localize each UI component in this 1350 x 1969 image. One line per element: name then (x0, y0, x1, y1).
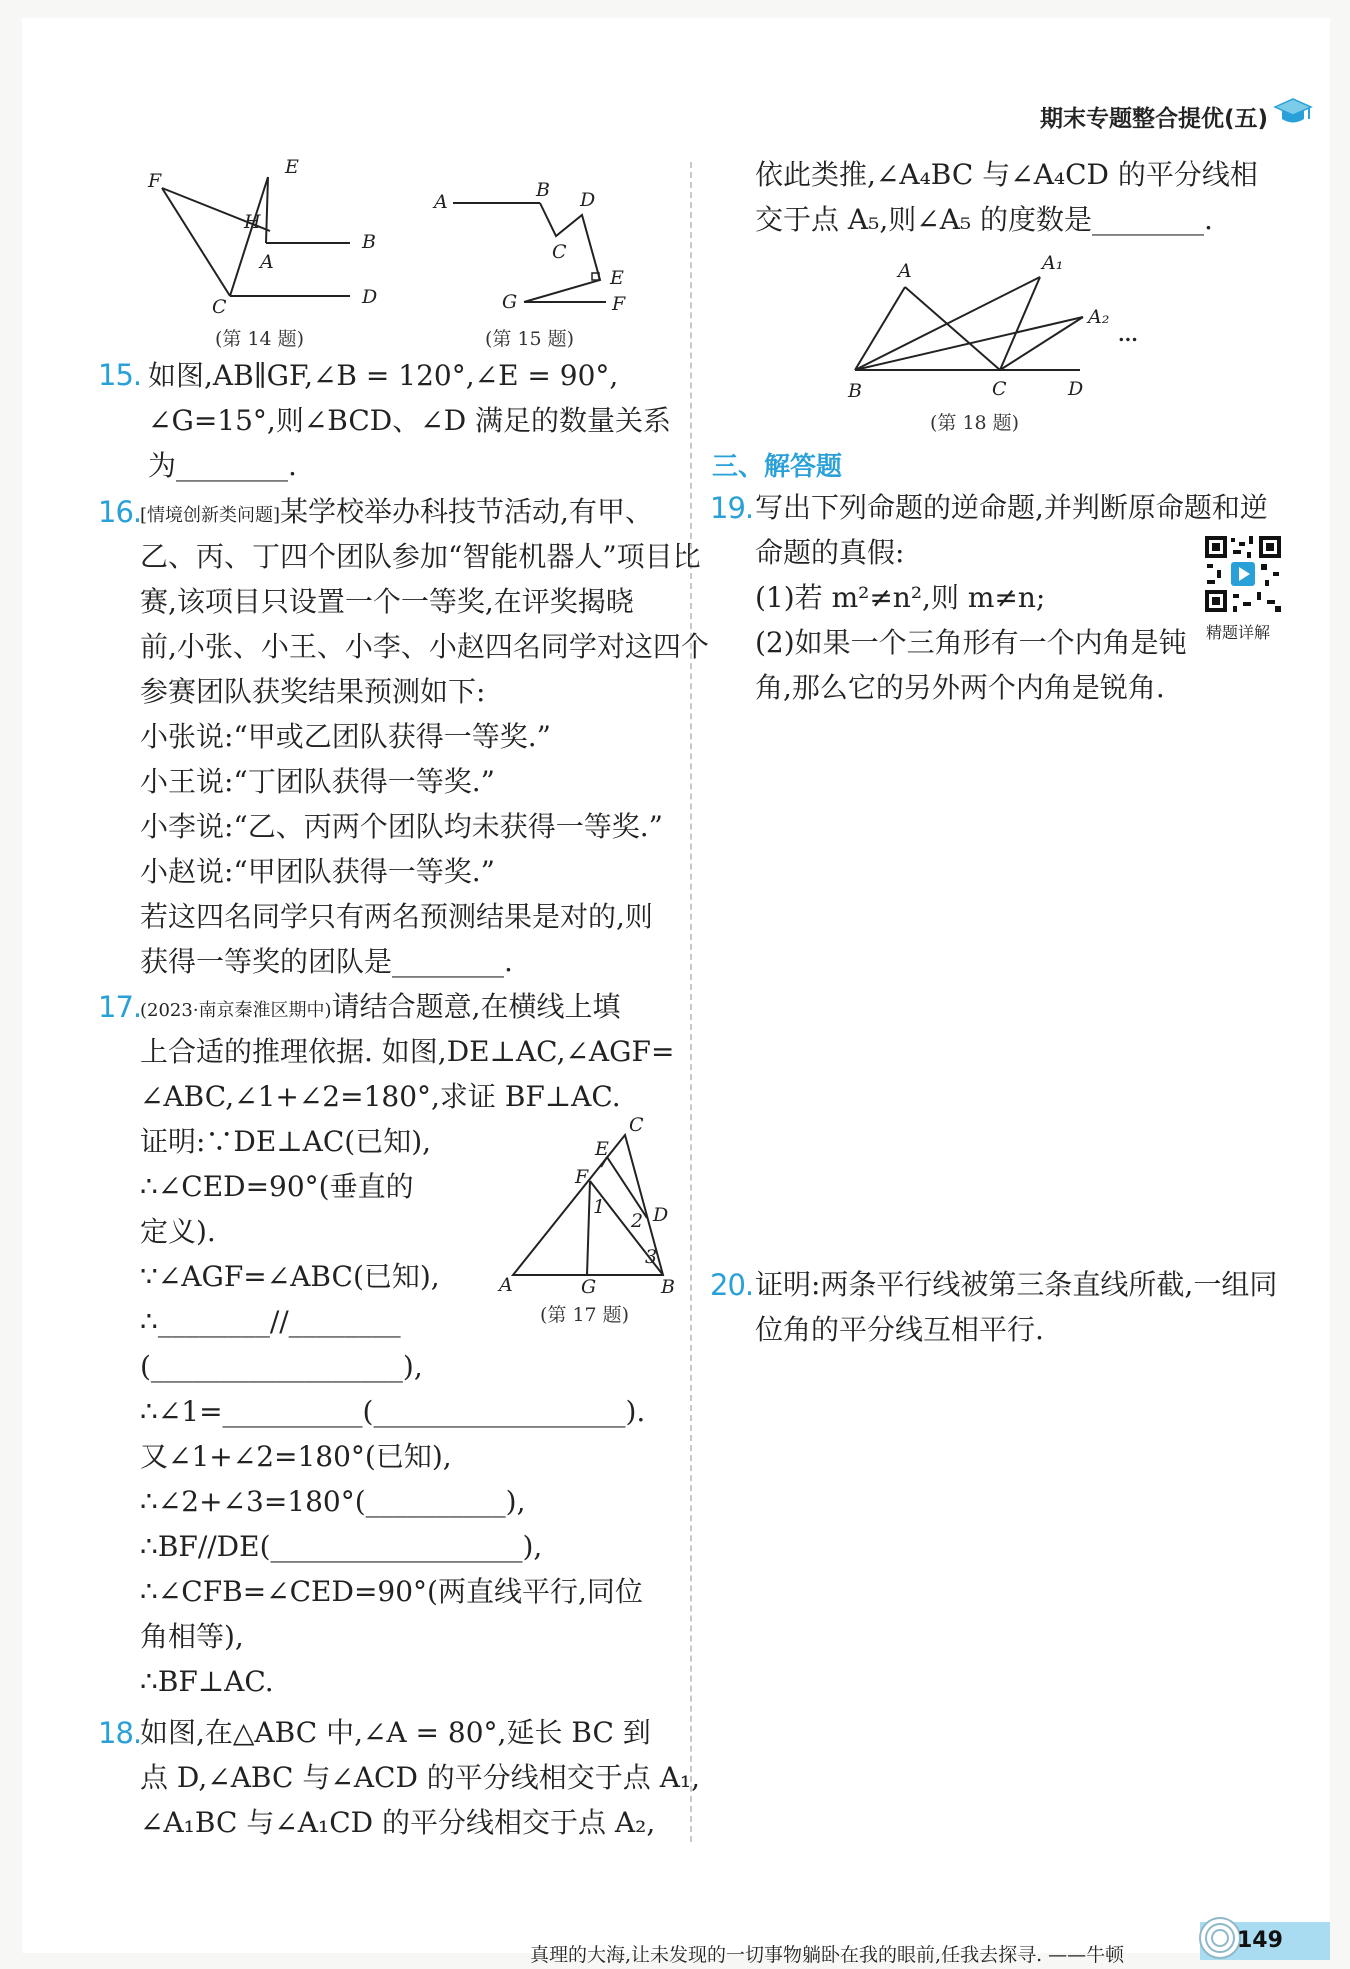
label-A: A (260, 251, 274, 273)
label-C: C (992, 378, 1007, 400)
label-E: E (595, 1138, 609, 1160)
question-19-line-1: 写出下列命题的逆命题,并判断原命题和逆 (755, 491, 1268, 524)
figure-15-caption: (第 15 题) (485, 328, 575, 350)
chapter-header: 期末专题整合提优(五) (1039, 106, 1268, 132)
proof-line-11: ∴∠CFB=∠CED=90°(两直线平行,同位 (140, 1575, 643, 1608)
proof-line-13: ∴BF⊥AC. (140, 1665, 274, 1698)
question-16-line-6: 小张说:“甲或乙团队获得一等奖.” (140, 720, 551, 753)
section-title: 三、解答题 (712, 452, 843, 482)
question-16-line-3: 赛,该项目只设置一个一等奖,在评奖揭晓 (140, 585, 634, 618)
qr-code-label: 精题详解 (1206, 623, 1271, 642)
question-16-line-8: 小李说:“乙、丙两个团队均未获得一等奖.” (140, 810, 663, 843)
label-A: A (499, 1274, 513, 1296)
proof-line-2: ∴∠CED=90°(垂直的 (140, 1170, 414, 1203)
question-18-number: 18. (98, 1716, 142, 1750)
question-17-line-3: ∠ABC,∠1+∠2=180°,求证 BF⊥AC. (140, 1080, 621, 1113)
question-tag: [情境创新类问题] (140, 505, 281, 526)
label-B: B (848, 380, 862, 402)
question-15-line-3: 为________. (148, 449, 297, 482)
question-16-line-7: 小王说:“丁团队获得一等奖.” (140, 765, 495, 798)
label-B: B (362, 231, 376, 253)
proof-line-6: (__________________), (140, 1350, 423, 1383)
proof-line-8: 又∠1+∠2=180°(已知), (140, 1440, 452, 1473)
page-number: 149 (1237, 1928, 1283, 1953)
label-F: F (612, 293, 626, 315)
label-D: D (1068, 378, 1084, 400)
question-16-line-5: 参赛团队获奖结果预测如下: (140, 675, 486, 708)
figure-17-caption: (第 17 题) (540, 1304, 630, 1326)
label-A: A (898, 260, 912, 282)
label-C: C (552, 241, 567, 263)
label-D: D (362, 286, 378, 308)
question-16-first-line (140, 489, 653, 539)
question-16-line-1: 某学校举办科技节活动,有甲、 (280, 495, 653, 528)
figure-17 (495, 1115, 685, 1300)
label-3: 3 (645, 1246, 658, 1268)
question-18-line-3: ∠A₁BC 与∠A₁CD 的平分线相交于点 A₂, (140, 1806, 656, 1839)
question-17-line-1: 请结合题意,在横线上填 (331, 990, 621, 1023)
question-20-number: 20. (710, 1268, 754, 1302)
label-E: E (285, 156, 299, 178)
question-19-line-2: 命题的真假: (755, 536, 905, 569)
question-18-cont-line-1: 依此类推,∠A₄BC 与∠A₄CD 的平分线相 (755, 158, 1258, 191)
question-16-line-4: 前,小张、小王、小李、小赵四名同学对这四个 (140, 630, 709, 663)
proof-line-7: ∴∠1=__________(__________________). (140, 1395, 646, 1428)
question-16-line-10: 若这四名同学只有两名预测结果是对的,则 (140, 900, 653, 933)
question-19-number: 19. (710, 491, 754, 525)
label-F: F (575, 1166, 589, 1188)
question-19-line-5: 角,那么它的另外两个内角是锐角. (755, 671, 1165, 704)
question-16-line-11: 获得一等奖的团队是________. (140, 945, 513, 978)
column-divider (690, 162, 692, 1842)
proof-line-1: 证明:∵DE⊥AC(已知), (140, 1125, 432, 1158)
proof-line-3: 定义). (140, 1215, 216, 1248)
figure-15 (430, 180, 650, 325)
label-2: 2 (631, 1210, 644, 1232)
figure-14-caption: (第 14 题) (215, 328, 305, 350)
label-G: G (502, 291, 518, 313)
label-F: F (148, 170, 162, 192)
label-H: H (244, 211, 261, 233)
question-16-line-2: 乙、丙、丁四个团队参加“智能机器人”项目比 (140, 540, 701, 573)
question-15-line-1: 如图,AB∥GF,∠B = 120°,∠E = 90°, (148, 359, 619, 392)
label-D: D (653, 1204, 669, 1226)
label-B: B (661, 1276, 675, 1298)
question-20-line-1: 证明:两条平行线被第三条直线所截,一组同 (755, 1268, 1278, 1301)
continuation-dots: ... (1118, 324, 1138, 346)
figure-18-caption: (第 18 题) (930, 412, 1020, 434)
question-19-line-3: (1)若 m²≠n²,则 m≠n; (755, 581, 1046, 614)
question-18-cont-line-2: 交于点 A₅,则∠A₅ 的度数是________. (755, 203, 1213, 236)
question-16-line-9: 小赵说:“甲团队获得一等奖.” (140, 855, 495, 888)
question-18-line-2: 点 D,∠ABC 与∠ACD 的平分线相交于点 A₁, (140, 1761, 701, 1794)
proof-line-10: ∴BF//DE(__________________), (140, 1530, 543, 1563)
question-15-number: 15. (98, 358, 142, 392)
proof-line-12: 角相等), (140, 1620, 244, 1653)
question-17-line-2: 上合适的推理依据. 如图,DE⊥AC,∠AGF= (140, 1035, 675, 1068)
label-C: C (212, 296, 227, 318)
question-17-first-line (140, 984, 620, 1034)
question-20-line-2: 位角的平分线互相平行. (755, 1313, 1044, 1346)
proof-line-9: ∴∠2+∠3=180°(__________), (140, 1485, 526, 1518)
label-G: G (581, 1276, 597, 1298)
question-17-number: 17. (98, 990, 142, 1024)
proof-line-5: ∴________//________ (140, 1305, 401, 1338)
label-E: E (610, 267, 624, 289)
figure-14 (140, 150, 410, 320)
question-19-line-4: (2)如果一个三角形有一个内角是钝 (755, 626, 1187, 659)
question-18-line-1: 如图,在△ABC 中,∠A = 80°,延长 BC 到 (140, 1716, 651, 1749)
label-C: C (629, 1115, 644, 1136)
label-A2: A₂ (1088, 306, 1110, 328)
question-15-line-2: ∠G=15°,则∠BCD、∠D 满足的数量关系 (148, 404, 672, 437)
footer-quote: 真理的大海,让未发现的一切事物躺卧在我的眼前,任我去探寻. ——牛顿 (530, 1944, 1125, 1966)
qr-code-icon[interactable] (1203, 534, 1283, 614)
label-D: D (580, 189, 596, 211)
figure-18 (840, 245, 1160, 405)
question-source-tag: (2023·南京秦淮区期中) (140, 1000, 332, 1021)
label-B: B (536, 180, 550, 201)
label-A: A (434, 191, 448, 213)
proof-line-4: ∵∠AGF=∠ABC(已知), (140, 1260, 440, 1293)
label-1: 1 (593, 1196, 606, 1218)
graduation-cap-icon (1273, 93, 1313, 129)
question-16-number: 16. (98, 495, 142, 529)
label-A1: A₁ (1042, 252, 1064, 274)
